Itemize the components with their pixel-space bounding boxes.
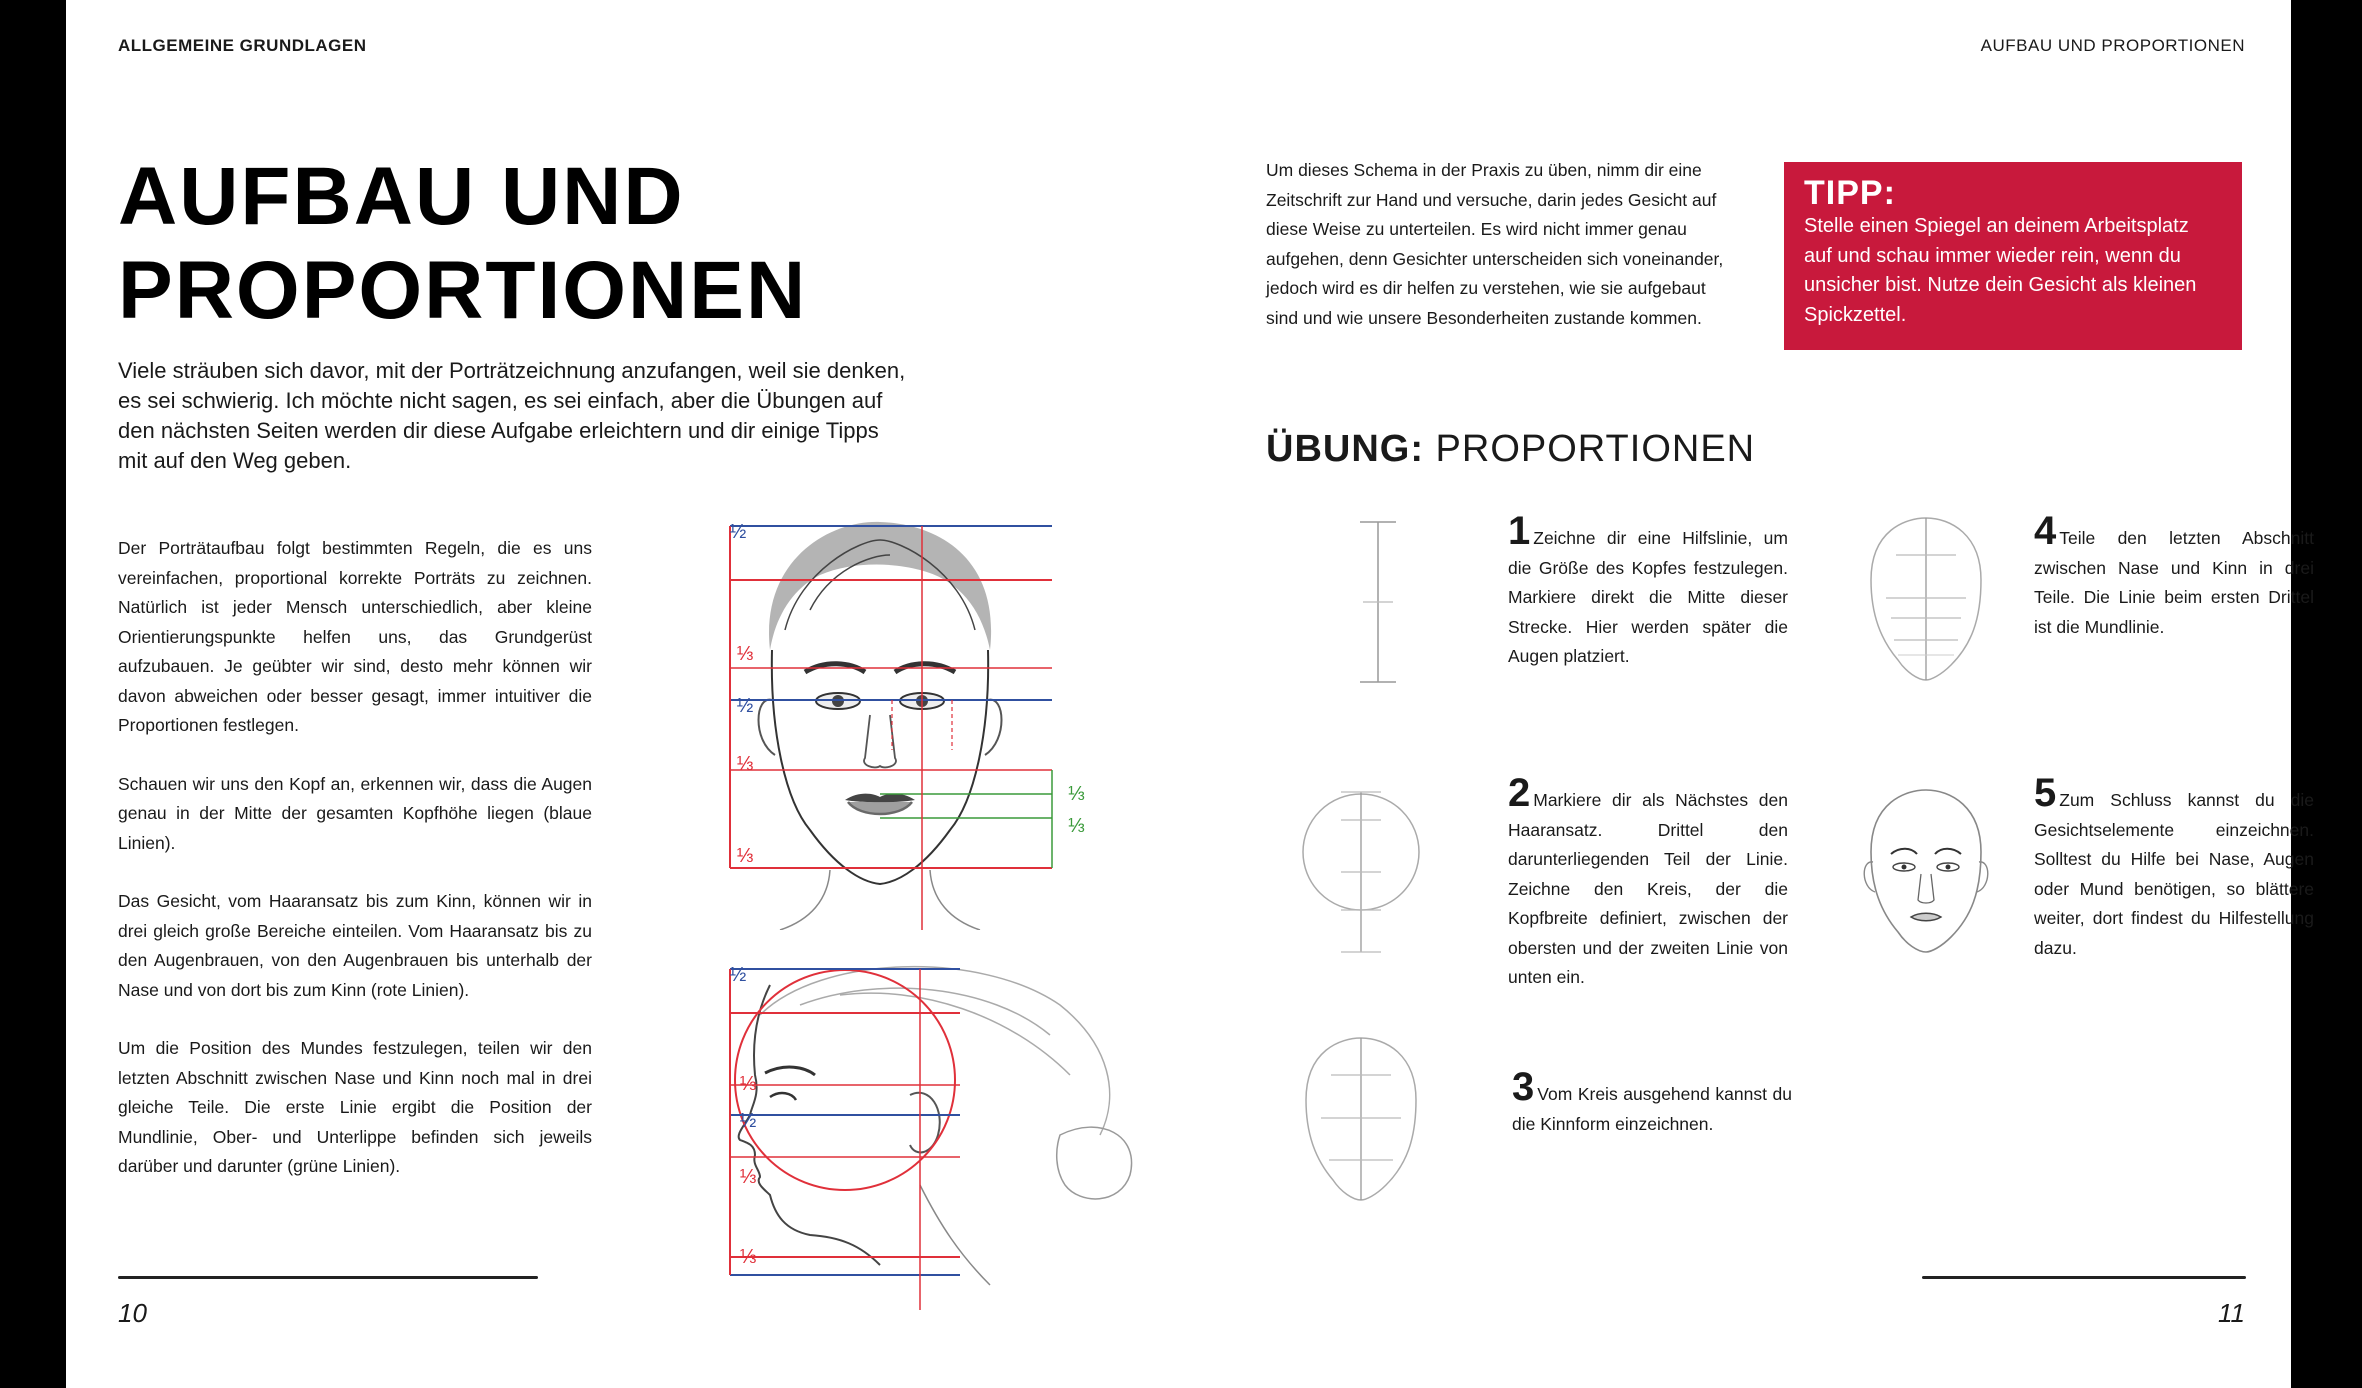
profile-label-half-eyes: ½ — [739, 1110, 757, 1132]
running-head-right: AUFBAU UND PROPORTIONEN — [1980, 36, 2245, 55]
title-line-2: PROPORTIONEN — [118, 245, 808, 336]
profile-eye — [770, 1093, 796, 1100]
step-3-number: 3 — [1512, 1065, 1535, 1109]
right-intro-paragraph: Um dieses Schema in der Praxis zu üben, nimm dir eine Zeitschrift zur Hand und versuche, darin jedes Gesicht auf diese Weise zu unterteilen. Es wird nicht immer genau aufgehen, denn Gesichter unterscheiden sich voneinander, jedoch wird es dir helfen zu verstehen, wie sie aufgebaut sind und wie unsere Besonderheiten zustande kommen. — [1266, 160, 1724, 328]
body-column — [118, 534, 592, 1211]
front-label-half-eyes: ½ — [736, 695, 754, 717]
step-2-sketch — [1286, 780, 1436, 960]
step-5-text: Zum Schluss kannst du die Gesichtselemente einzeichnen. Solltest du Hilfe bei Nase, Augen oder Mund benötigen, so blättere weiter, dort findest du Hilfestellung dazu. — [2034, 790, 2314, 958]
lead-paragraph: Viele sträuben sich davor, mit der Porträtzeichnung anzufangen, weil sie denken, es sei schwierig. Ich möchte nicht sagen, es sei einfach, aber die Übungen auf den nächsten Seiten werden dir diese Aufgabe erleichtern und dir einige Tipps mit auf den Weg geben. — [118, 358, 906, 473]
front-hair-sketch — [769, 522, 991, 650]
front-label-third-1: ⅓ — [736, 643, 754, 665]
page-number-right: 11 — [2218, 1298, 2245, 1328]
profile-hair-bun — [1057, 1127, 1132, 1199]
step-4 — [2034, 509, 2314, 642]
front-label-third-3: ⅓ — [736, 845, 754, 867]
profile-label-third-3: ⅓ — [739, 1246, 757, 1268]
step-1-sketch — [1318, 512, 1438, 692]
step-5 — [2034, 771, 2314, 963]
profile-brow — [765, 1067, 815, 1075]
body-paragraph-4: Um die Position des Mundes festzulegen, teilen wir den letzten Abschnitt zwischen Nase und Kinn noch mal in drei gleiche Teile. Die erste Linie ergibt die Position der Mundlinie, Ober- und Unterlippe befinden sich jeweils darüber und darunter (grüne Linien). — [118, 1038, 592, 1176]
profile-face-outline — [739, 985, 880, 1265]
body-paragraph-1: Der Porträtaufbau folgt bestimmten Regeln, die es uns vereinfachen, proportional korrekte Porträts zu zeichnen. Natürlich ist jeder Mensch unterschiedlich, aber kleine Orientierungspunkte helfen uns, das Grundgerüst aufzubauen. Je geübter wir sind, desto mehr können wir davon abweichen oder besser gesagt, immer intuitiver die Proportionen festlegen. — [118, 538, 592, 735]
book-spread — [66, 0, 2314, 1388]
step-2 — [1508, 771, 1788, 993]
step-3-text: Vom Kreis ausgehend kannst du die Kinnform einzeichnen. — [1512, 1084, 1792, 1134]
profile-proportion-figure — [660, 945, 1190, 1315]
running-head-left: ALLGEMEINE GRUNDLAGEN — [118, 36, 367, 55]
step-1-text: Zeichne dir eine Hilfslinie, um die Größe des Kopfes festzulegen. Markiere direkt die Mitte dieser Strecke. Hier werden später die Augen platziert. — [1508, 528, 1788, 666]
profile-hair-sketch — [760, 967, 1110, 1135]
front-left-ear — [759, 700, 776, 755]
step-2-text: Markiere dir als Nächstes den Haaransatz. Drittel den darunterliegenden Teil der Linie. Zeichne den Kreis, der die Kopfbreite definiert, zwischen der obersten und der zweiten Linie von unten ein. — [1508, 790, 1788, 987]
step-4-number: 4 — [2034, 509, 2057, 553]
step-5-sketch — [1851, 782, 2001, 962]
front-face-proportion-figure — [660, 500, 1100, 930]
front-label-green-2: ⅓ — [1068, 815, 1085, 837]
step-4-text: Teile den letzten Abschnitt zwischen Nase und Kinn in drei Teile. Die Linie beim ersten Drittel ist die Mundlinie. — [2034, 528, 2314, 637]
footer-line-right — [1922, 1276, 2246, 1279]
tipp-box — [1784, 162, 2242, 350]
body-paragraph-3: Das Gesicht, vom Haaransatz bis zum Kinn, können wir in drei gleich große Bereiche einteilen. Vom Haaransatz bis zu den Augenbrauen, von den Augenbrauen bis unterhalb der Nase und von dort bis zum Kinn (rote Linien). — [118, 891, 592, 1000]
front-label-green-1: ⅓ — [1068, 783, 1085, 805]
profile-label-third-1: ⅓ — [739, 1073, 757, 1095]
front-neck — [780, 870, 980, 930]
front-upper-lip — [845, 794, 915, 803]
step-3 — [1512, 1065, 1792, 1139]
front-label-third-2: ⅓ — [736, 753, 754, 775]
step-1 — [1508, 509, 1788, 672]
tipp-text: Stelle einen Spiegel an deinem Arbeitsplatz auf und schau immer wieder rein, wenn du unsicher bist. Nutze dein Gesicht als kleinen Spickzettel. — [1804, 215, 2197, 326]
step-1-number: 1 — [1508, 509, 1531, 553]
profile-label-half-top: ½ — [729, 964, 747, 986]
step-5-number: 5 — [2034, 771, 2057, 815]
exercise-heading — [1266, 428, 1755, 471]
step-4-sketch — [1856, 510, 1996, 690]
page-title — [118, 150, 807, 338]
step-2-number: 2 — [1508, 771, 1531, 815]
front-lower-lip — [848, 802, 912, 814]
page-number-left: 10 — [118, 1298, 147, 1328]
title-line-1: AUFBAU UND — [118, 151, 685, 242]
front-nose — [864, 715, 896, 767]
footer-line-left — [118, 1276, 538, 1279]
exercise-heading-rest: PROPORTIONEN — [1423, 428, 1756, 470]
exercise-heading-bold: ÜBUNG: — [1266, 428, 1424, 470]
tipp-title: TIPP: — [1804, 174, 1896, 212]
front-label-half-top: ½ — [729, 521, 747, 543]
profile-label-third-2: ⅓ — [739, 1166, 757, 1188]
profile-neck — [920, 1185, 990, 1285]
body-paragraph-2: Schauen wir uns den Kopf an, erkennen wir, dass die Augen genau in der Mitte der gesamten Kopfhöhe liegen (blaue Linien). — [118, 773, 592, 853]
step-3-sketch — [1291, 1030, 1431, 1210]
front-right-ear — [985, 700, 1002, 755]
